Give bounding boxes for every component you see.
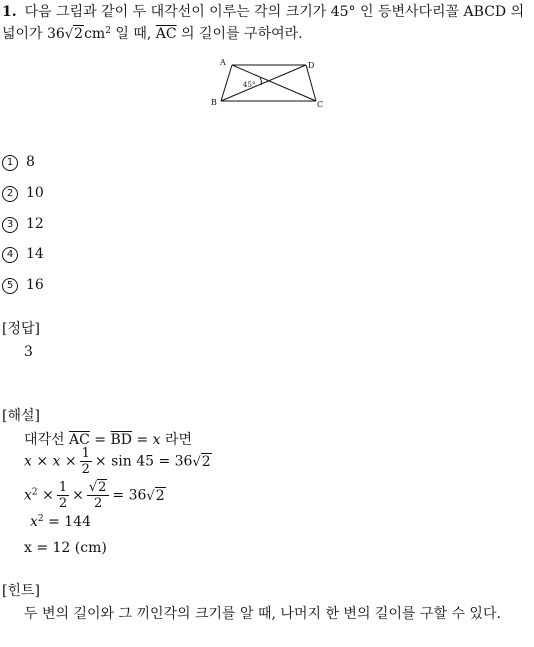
choice-4[interactable]: 4 14 [2, 246, 44, 263]
label-b: B [211, 98, 217, 107]
segment-ac: $\overline{AC}$ [155, 26, 177, 42]
choice-2[interactable]: 2 10 [2, 185, 44, 202]
solution-heading: [해설] [2, 408, 40, 424]
choice-5[interactable]: 5 16 [2, 277, 44, 294]
side-dc [306, 65, 316, 101]
trapezoid-diagram [205, 56, 330, 112]
solution-line-3: $x^2$ × $\frac{1}{2}$ × $\frac{√2}{2}$ = 36√2 [24, 480, 165, 511]
choice-1[interactable]: 1 8 [2, 154, 35, 171]
label-a: A [220, 58, 226, 67]
label-c: C [317, 100, 324, 109]
diagonal-bd [221, 65, 306, 101]
hint-heading: [힌트] [2, 583, 40, 599]
label-d: D [308, 61, 315, 70]
sqrt-expression: √2 [64, 26, 84, 42]
side-ab [221, 65, 232, 101]
question-text: 1. 다음 그림과 같이 두 대각선이 이루는 각의 크기가 45° 인 등변사다리꼴 ABCD 의 넓이가 $36√2cm^2$ 일 때, $\overline{AC}$ 의 길이를 구하여라. [2, 1, 530, 46]
hint-text: 두 변의 길이와 그 끼인각의 크기를 알 때, 나머지 한 변의 길이를 구할 수 있다. [24, 606, 501, 622]
label-angle: 45° [243, 81, 256, 89]
solution-line-5: x = 12 (cm) [24, 540, 107, 556]
solution-line-4: $x^2 = 144$ [30, 514, 91, 530]
answer-heading: [정답] [2, 321, 40, 337]
question-number: 1. [2, 4, 17, 20]
solution-line-1: 대각선 $\overline{AC} = \overline{BD} = x$ 라면 [24, 432, 193, 448]
choice-3[interactable]: 3 12 [2, 216, 44, 233]
solution-line-2: x × x × $\frac{1}{2}$ × sin 45 = 36√2 [24, 446, 211, 477]
answer-value: 3 [24, 344, 33, 360]
